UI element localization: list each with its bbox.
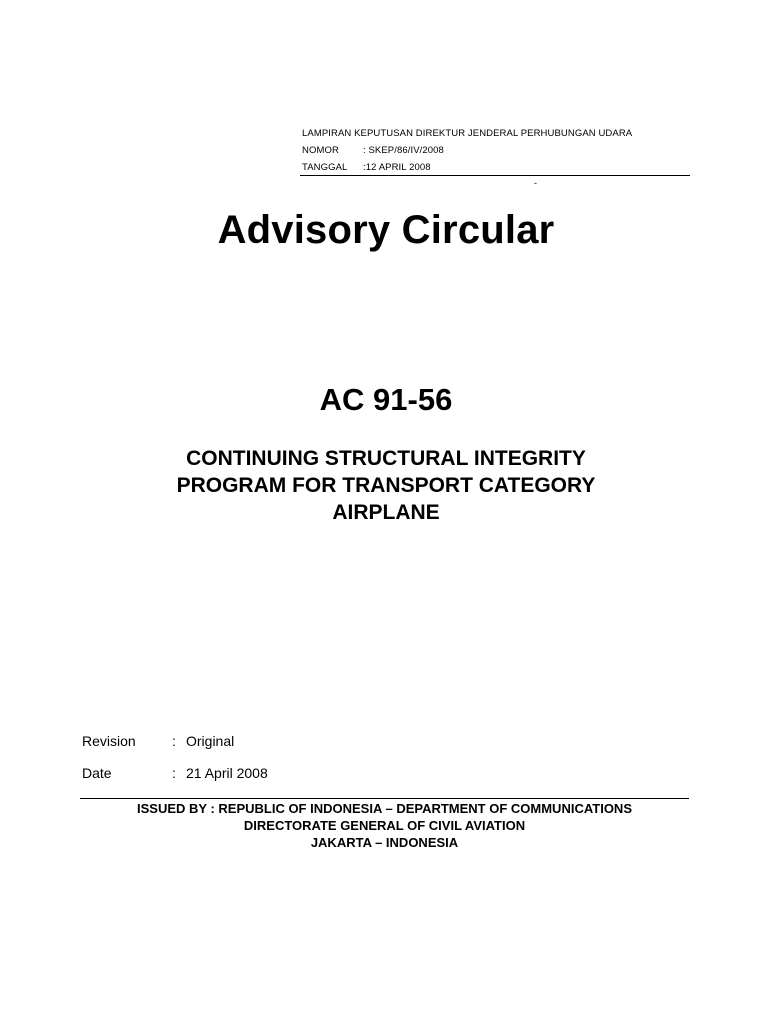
lampiran-title: LAMPIRAN KEPUTUSAN DIREKTUR JENDERAL PERHUBUNGAN UDARA: [302, 128, 633, 139]
issued-by-block: [80, 800, 689, 851]
lampiran-header: [302, 128, 690, 179]
subtitle-line: CONTINUING STRUCTURAL INTEGRITY: [186, 447, 586, 470]
date-label: Date: [82, 765, 112, 781]
nomor-row: [302, 145, 690, 162]
document-subtitle: [0, 445, 768, 526]
header-divider: [300, 175, 690, 176]
date-row: [82, 765, 268, 781]
tanggal-value: :12 APRIL 2008: [363, 162, 431, 173]
issued-line: ISSUED BY : REPUBLIC OF INDONESIA – DEPARTMENT OF COMMUNICATIONS: [137, 801, 632, 816]
date-value: 21 April 2008: [186, 765, 268, 781]
issued-line: DIRECTORATE GENERAL OF CIVIL AVIATION: [243, 818, 526, 833]
tanggal-label: TANGGAL: [302, 162, 348, 173]
document-title: Advisory Circular: [217, 208, 555, 252]
revision-value: Original: [186, 733, 235, 749]
revision-colon: :: [172, 733, 176, 749]
nomor-value: : SKEP/86/IV/2008: [363, 145, 444, 156]
header-dash: -: [534, 178, 537, 188]
ac-number: AC 91-56: [319, 382, 453, 417]
revision-row: [82, 733, 234, 749]
issued-line: JAKARTA – INDONESIA: [310, 835, 459, 850]
revision-label: Revision: [82, 733, 136, 749]
nomor-label: NOMOR: [302, 145, 339, 156]
tanggal-row: [302, 162, 690, 179]
subtitle-line: AIRPLANE: [332, 501, 440, 524]
subtitle-line: PROGRAM FOR TRANSPORT CATEGORY: [176, 474, 596, 497]
date-colon: :: [172, 765, 176, 781]
issued-divider: [80, 798, 689, 799]
